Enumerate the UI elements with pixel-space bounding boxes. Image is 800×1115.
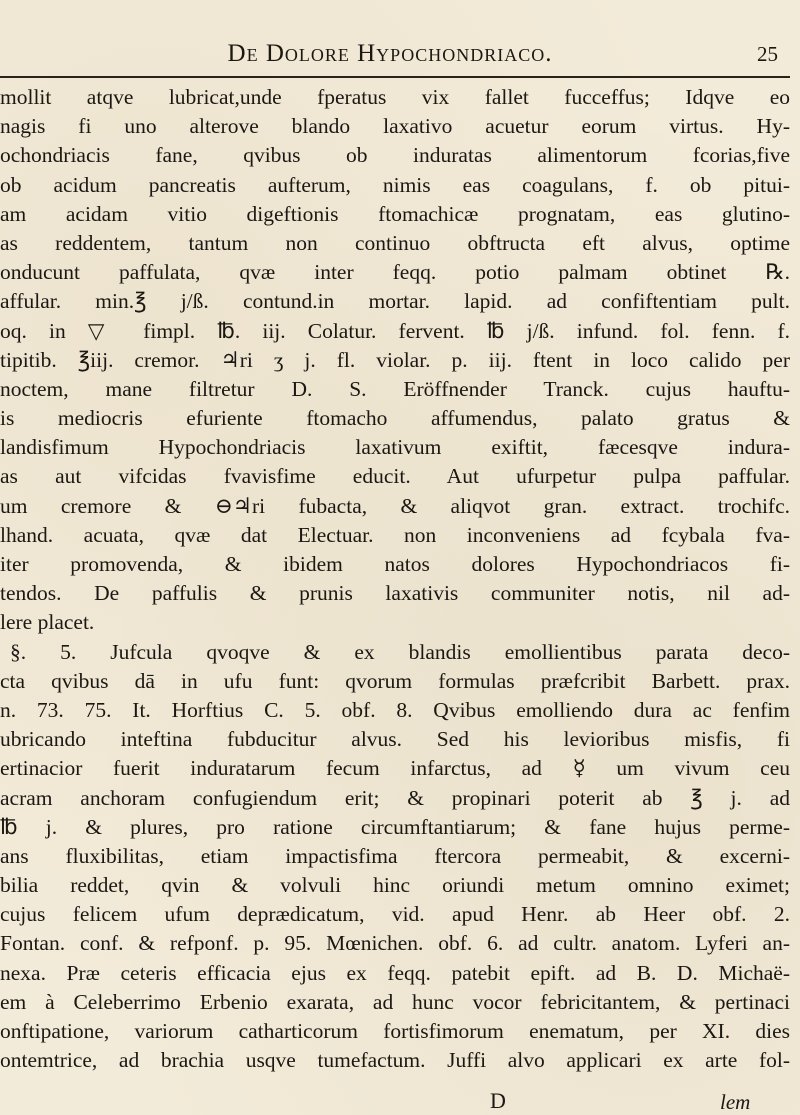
text-line: landisfimum Hypochondriacis laxativum exiftit, fæcesqve indura- <box>0 435 790 460</box>
signature-mark: D <box>490 1088 508 1113</box>
running-head: De Dolore Hypochondriaco. <box>227 40 553 67</box>
text-line: bilia reddet, qvin & volvuli hinc oriundi metum omnino eximet; <box>0 873 790 898</box>
text-line: Fontan. conf. & refponf. p. 95. Mœnichen. obf. 6. ad cultr. anatom. Lyferi an- <box>0 931 790 956</box>
text-line: ochondriacis fane, qvibus ob induratas alimentorum fcorias,five <box>0 143 790 168</box>
text-line: iter promovenda, & ibidem natos dolores Hypochondriacos fi- <box>0 552 790 576</box>
text-line: n. 73. 75. It. Horftius C. 5. obf. 8. Qvibus emolliendo dura ac fenfim <box>0 697 790 722</box>
text-line: as aut vifcidas fvavisfime educit. Aut ufurpetur pulpa paffular. <box>0 464 790 489</box>
text-line: ertinacior fuerit induratarum fecum infarctus, ad ☿ um vivum ceu <box>0 756 790 781</box>
text-line: tipitib. ℥iij. cremor. ♃ri ʒ j. fl. violar. p. iij. ftent in loco calido per <box>0 347 790 372</box>
text-line: cujus felicem ufum deprædicatum, vid. apud Henr. ab Heer obf. 2. <box>0 902 790 927</box>
header-rule <box>0 76 790 78</box>
text-line: mollit atqve lubricat,unde fperatus vix fallet fucceffus; Idqve eo <box>0 85 790 109</box>
text-line: ubricando inteftina fubducitur alvus. Sed his levioribus misfis, fi <box>0 727 790 752</box>
text-line: cta qvibus dā in ufu funt: qvorum formulas præfcribit Barbett. prax. <box>0 668 790 693</box>
catchword: lem <box>720 1090 751 1114</box>
text-line: am acidam vitio digeftionis ftomachicæ prognatam, eas glutino- <box>0 201 790 226</box>
text-line: as reddentem, tantum non continuo obftructa eft alvus, optime <box>0 230 790 255</box>
text-line: lhand. acuata, qvæ dat Electuar. non inconveniens ad fcybala fva- <box>0 522 790 547</box>
text-line: §. 5. Jufcula qvoqve & ex blandis emollientibus parata deco- <box>10 639 790 664</box>
text-line: onducunt paffulata, qvæ inter feqq. potio palmam obtinet ℞. <box>0 260 790 285</box>
text-line: ℔ j. & plures, pro ratione circumftantiarum; & fane hujus perme- <box>0 814 790 839</box>
text-line: acram anchoram confugiendum erit; & propinari poterit ab ℥ j. ad <box>0 785 790 810</box>
body-text <box>0 83 800 1075</box>
text-line: onftipatione, variorum catharticorum fortisfimorum enematum, per XI. dies <box>0 1019 790 1043</box>
text-line: lere placet. <box>0 610 95 635</box>
text-line: ob acidum pancreatis aufterum, nimis eas coagulans, f. ob pitui- <box>0 172 790 197</box>
text-line: em à Celeberrimo Erbenio exarata, ad hunc vocor febricitantem, & pertinaci <box>0 989 790 1014</box>
text-line: um cremore & ⊖♃ri fubacta, & aliqvot gran. extract. trochifc. <box>0 493 790 518</box>
text-line: affular. min.℥ j/ß. contund.in mortar. lapid. ad confiftentiam pult. <box>0 289 790 314</box>
page-number: 25 <box>757 42 778 66</box>
text-line: ontemtrice, ad brachia usqve tumefactum. Juffi alvo applicari ex arte fol- <box>0 1048 790 1073</box>
text-line: noctem, mane filtretur D. S. Eröffnender Tranck. cujus hauftu- <box>0 376 790 401</box>
text-line: nexa. Præ ceteris efficacia ejus ex feqq. patebit epift. ad B. D. Michaë- <box>0 960 790 985</box>
text-line: nagis fi uno alterove blando laxativo acuetur eorum virtus. Hy- <box>0 114 790 139</box>
text-line: ans fluxibilitas, etiam impactisfima ftercora permeabit, & excerni- <box>0 843 790 868</box>
text-line: tendos. De paffulis & prunis laxativis communiter notis, nil ad- <box>0 581 790 606</box>
text-line: oq. in ▽ fimpl. ℔. iij. Colatur. fervent. ℔ j/ß. infund. fol. fenn. f. <box>0 318 790 343</box>
text-line: is mediocris efuriente ftomacho affumendus, palato gratus & <box>0 406 790 431</box>
